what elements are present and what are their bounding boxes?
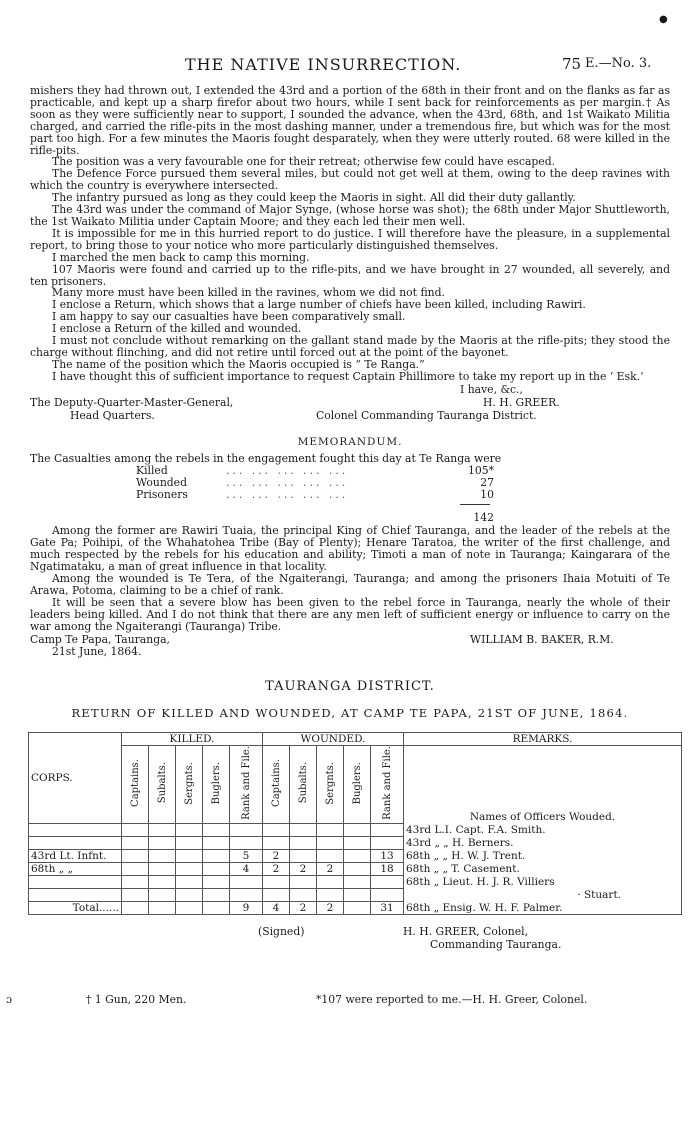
cell: 5 xyxy=(230,849,263,862)
col-label: Buglers. xyxy=(351,761,363,805)
cell xyxy=(344,823,371,836)
report-paragraph: 107 Maoris were found and carried up to the rifle-pits, and we have brought in 27 wounded, all severely, and ten prisoners. xyxy=(30,262,670,288)
row-corps xyxy=(29,888,122,901)
casualty-total-row xyxy=(30,512,670,525)
report-paragraph: The Defence Force pursued them several miles, but could not get well at them, owing to the deep ravines with which the country is everywhere intersected. xyxy=(30,167,670,193)
table-row xyxy=(29,836,682,849)
cell xyxy=(290,836,317,849)
table-row-43rd xyxy=(29,849,682,862)
cell: 4 xyxy=(263,901,290,914)
report-paragraph: mishers they had thrown out, I extended the 43rd and a portion of the 68th in their front and on the flanks as far as practicable, and kept up a sharp firefor about two hours, while I sent back for reinforcements as per margin.† As soon as they were sufficiently near to support, I sounded the advance, when the 43rd, 68th, and 1st Waikato Militia charged, and carried the rifle-pits in the most dashing manner, under a tremendous fire, but which was for the most part too high. For a few minutes the Maoris fought desparately, when they were utterly routed. 68 were killed in the rifle-pits. xyxy=(30,84,670,157)
report-paragraph: I marched the men back to camp this morning. xyxy=(52,250,310,264)
cell xyxy=(122,849,149,862)
table-total-row xyxy=(29,901,682,914)
cell xyxy=(203,875,230,888)
col-wounded-subalts xyxy=(290,746,317,824)
report-signature-block xyxy=(30,384,670,424)
cell xyxy=(290,888,317,901)
remark-line: 68th „ Ensig. W. H. F. Palmer. xyxy=(404,901,682,914)
col-label: Captains. xyxy=(270,758,282,807)
cell xyxy=(176,836,203,849)
cell xyxy=(344,901,371,914)
casualty-value: 10 xyxy=(480,488,494,502)
cell xyxy=(203,836,230,849)
cell: 31 xyxy=(371,901,404,914)
cell xyxy=(371,836,404,849)
casualty-total: 142 xyxy=(473,511,494,525)
cell xyxy=(317,888,344,901)
signer-title: Colonel Commanding Tauranga District. xyxy=(316,408,537,422)
memorandum-signature-block xyxy=(30,634,670,661)
row-corps xyxy=(29,836,122,849)
footnote-star: *107 were reported to me.—H. H. Greer, Colonel. xyxy=(316,992,588,1006)
cell xyxy=(263,875,290,888)
cell xyxy=(290,875,317,888)
signed-title: Commanding Tauranga. xyxy=(430,937,562,951)
casualty-value: 27 xyxy=(480,476,494,490)
col-label: Sergnts. xyxy=(183,761,195,805)
cell xyxy=(176,823,203,836)
col-killed-sergnts xyxy=(176,746,203,824)
col-label: Buglers. xyxy=(210,761,222,805)
col-killed-rank-file xyxy=(230,746,263,824)
col-killed-buglers xyxy=(203,746,230,824)
remark-line: 68th „ Lieut. H. J. R. Villiers xyxy=(404,875,682,888)
cell xyxy=(230,836,263,849)
cell xyxy=(290,823,317,836)
cell xyxy=(344,849,371,862)
cell xyxy=(203,849,230,862)
casualty-list xyxy=(30,464,670,512)
return-section xyxy=(0,661,700,1007)
cell xyxy=(344,888,371,901)
cell xyxy=(317,836,344,849)
cell xyxy=(149,888,176,901)
cell xyxy=(317,823,344,836)
addressee-location: Head Quarters. xyxy=(70,408,155,422)
cell xyxy=(344,862,371,875)
cell: 9 xyxy=(230,901,263,914)
table-row xyxy=(29,888,682,901)
cell xyxy=(149,823,176,836)
district-heading: TAURANGA DISTRICT. xyxy=(265,679,435,694)
memorandum-paragraph: Among the wounded is Te Tera, of the Ngaiterangi, Tauranga; and among the prisoners Ihaia Motuiti of Te Arawa, Potoma, claiming to be a chief of rank. xyxy=(30,572,670,597)
signed-name: H. H. GREER, Colonel, xyxy=(403,924,529,938)
cell xyxy=(203,901,230,914)
col-label: Sergnts. xyxy=(324,761,336,805)
remark-line: 43rd L.I. Capt. F.A. Smith. xyxy=(404,823,682,836)
closing: I have, &c., xyxy=(460,382,523,396)
running-title: THE NATIVE INSURRECTION. xyxy=(185,55,462,74)
margin-mark: ɔ xyxy=(6,992,13,1006)
casualty-label: Killed xyxy=(136,464,168,478)
report-paragraph: I have thought this of sufficient importance to request Captain Phillimore to take my report up in the ‘ Esk.’ xyxy=(52,369,644,383)
row-corps xyxy=(29,875,122,888)
col-wounded-buglers xyxy=(344,746,371,824)
cell xyxy=(176,901,203,914)
cell xyxy=(122,888,149,901)
col-wounded-rank-file xyxy=(371,746,404,824)
signed-label: (Signed) xyxy=(258,924,305,938)
cell xyxy=(230,888,263,901)
corps-header xyxy=(29,733,122,824)
col-label: Subalts. xyxy=(156,762,168,804)
cell: 2 xyxy=(290,901,317,914)
cell xyxy=(122,901,149,914)
table-column-header xyxy=(29,746,682,824)
cell xyxy=(176,888,203,901)
cell xyxy=(122,836,149,849)
signed-block xyxy=(0,925,700,955)
table-row xyxy=(29,823,682,836)
col-killed-subalts xyxy=(149,746,176,824)
remark-line: 68th „ „ H. W. J. Trent. xyxy=(404,849,682,862)
report-paragraph: I enclose a Return, which shows that a large number of chiefs have been killed, including Rawiri. xyxy=(52,298,586,312)
cell xyxy=(263,823,290,836)
leader-dots: ... ... ... ... ... xyxy=(226,476,349,490)
running-header xyxy=(0,55,700,75)
killed-group: KILLED. xyxy=(122,733,263,746)
leader-dots: ... ... ... ... ... xyxy=(226,488,349,502)
cell xyxy=(371,823,404,836)
wounded-group: WOUNDED. xyxy=(263,733,404,746)
memorandum-place: Camp Te Papa, Tauranga, xyxy=(30,632,170,646)
report-paragraph: I must not conclude without remarking on the gallant stand made by the Maoris at the rifle-pits; they stood the charge without flinching, and did not retire until forced out at the point of the bayonet. xyxy=(30,334,670,359)
cell xyxy=(230,823,263,836)
remark-line: 68th „ „ T. Casement. xyxy=(404,862,682,875)
cell xyxy=(344,836,371,849)
corps-header-label: CORPS. xyxy=(31,771,73,784)
memorandum-paragraph: It will be seen that a severe blow has been given to the rebel force in Tauranga, nearly the whole of their leaders being killed. And I do not think that there are any men left of sufficient energy or influence to carry on the war among the Ngaiterangi (Tauranga) Tribe. xyxy=(30,595,670,633)
cell: 2 xyxy=(263,862,290,875)
remarks-header: REMARKS. xyxy=(404,733,682,746)
casualty-row xyxy=(136,489,536,501)
memorandum-date: 21st June, 1864. xyxy=(52,644,142,658)
document-reference: E.—No. 3. xyxy=(585,56,652,71)
corner-mark: ● xyxy=(659,14,668,25)
col-label: Rank and File. xyxy=(381,746,393,820)
cell: 2 xyxy=(290,862,317,875)
signer-name: H. H. GREER. xyxy=(483,395,560,409)
cell xyxy=(176,849,203,862)
memorandum-intro: The Casualties among the rebels in the engagement fought this day at Te Ranga were xyxy=(30,451,502,465)
casualty-label: Wounded xyxy=(136,476,187,490)
cell: 18 xyxy=(371,862,404,875)
cell xyxy=(122,875,149,888)
return-heading: RETURN OF KILLED AND WOUNDED, AT CAMP TE PAPA, 21ST OF JUNE, 1864. xyxy=(71,706,629,720)
leader-dots: ... ... ... ... ... xyxy=(226,464,349,478)
cell xyxy=(263,836,290,849)
cell xyxy=(122,823,149,836)
cell: 2 xyxy=(263,849,290,862)
report-paragraph: It is impossible for me in this hurried report to do justice. I will therefore have the pleasure, in a supplemental report, to bring those to your notice who more particularly distinguished themselves. xyxy=(30,226,670,252)
memorandum-heading: MEMORANDUM. xyxy=(297,435,403,448)
memorandum-paragraph: Among the former are Rawiri Tuaia, the principal King of Chief Tauranga, and the leader of the rebels at the Gate Pa; Poihipi, of the Whahatohea Tribe (Bay of Plenty); Henare Taratoa, the writer of the first challenge, and much respected by the rebels for his education and ability; Timoti a man of note in Tauranga; Kaingarara of the Ngatimataku, a man of great influence in that locality. xyxy=(30,524,670,574)
row-corps: 68th „ „ xyxy=(29,862,122,875)
report-paragraph: I enclose a Return of the killed and wounded. xyxy=(52,322,302,336)
footnote-dagger: † 1 Gun, 220 Men. xyxy=(86,992,187,1006)
col-wounded-captains xyxy=(263,746,290,824)
table-row xyxy=(29,875,682,888)
casualty-value: 105* xyxy=(467,464,494,478)
cell xyxy=(203,823,230,836)
cell xyxy=(149,875,176,888)
report-paragraph: The 43rd was under the command of Major Synge, (whose horse was shot); the 68th under Major Shuttleworth, the 1st Waikato Militia under Captain Moore; and they each led their men well. xyxy=(30,203,670,228)
table-group-header xyxy=(29,733,682,746)
cell xyxy=(149,901,176,914)
cell xyxy=(263,888,290,901)
report-paragraph: The infantry pursued as long as they could keep the Maoris in sight. All did their duty gallantly. xyxy=(52,191,576,205)
total-rule xyxy=(460,504,490,505)
report-paragraph: The name of the position which the Maoris occupied is “ Te Ranga.” xyxy=(52,357,425,371)
row-corps xyxy=(29,823,122,836)
report-paragraph: Many more must have been killed in the ravines, whom we did not find. xyxy=(52,286,445,300)
cell xyxy=(371,888,404,901)
memorandum-signer: WILLIAM B. BAKER, R.M. xyxy=(470,632,614,646)
footnotes xyxy=(0,993,700,1007)
cell xyxy=(203,888,230,901)
cell xyxy=(176,875,203,888)
cell xyxy=(317,849,344,862)
table-row-68th xyxy=(29,862,682,875)
cell: 2 xyxy=(317,901,344,914)
report-paragraph: I am happy to say our casualties have been comparatively small. xyxy=(52,310,406,324)
cell xyxy=(290,849,317,862)
remark-line: · Stuart. xyxy=(404,888,682,901)
page-number: 75 xyxy=(562,55,582,73)
cell xyxy=(149,862,176,875)
col-killed-captains xyxy=(122,746,149,824)
cell xyxy=(149,849,176,862)
cell xyxy=(344,875,371,888)
cell: 13 xyxy=(371,849,404,862)
cell xyxy=(317,875,344,888)
report-paragraph: The position was a very favourable one for their retreat; otherwise few could have escaped. xyxy=(52,155,556,169)
row-corps: 43rd Lt. Infnt. xyxy=(29,849,122,862)
total-label: Total...... xyxy=(29,901,122,914)
cell xyxy=(176,862,203,875)
cell xyxy=(122,862,149,875)
addressee: The Deputy-Quarter-Master-General, xyxy=(30,395,234,409)
remark-line: 43rd „ „ H. Berners. xyxy=(404,836,682,849)
col-wounded-sergnts xyxy=(317,746,344,824)
report-body xyxy=(30,85,670,661)
cell xyxy=(203,862,230,875)
remarks-subheader: Names of Officers Wouded. xyxy=(404,746,682,824)
col-label: Subalts. xyxy=(297,762,309,804)
col-label: Rank and File. xyxy=(240,746,252,820)
casualty-label: Prisoners xyxy=(136,488,188,502)
cell xyxy=(149,836,176,849)
cell xyxy=(371,875,404,888)
return-table xyxy=(28,732,682,915)
cell: 4 xyxy=(230,862,263,875)
cell xyxy=(230,875,263,888)
col-label: Captains. xyxy=(129,758,141,807)
cell: 2 xyxy=(317,862,344,875)
